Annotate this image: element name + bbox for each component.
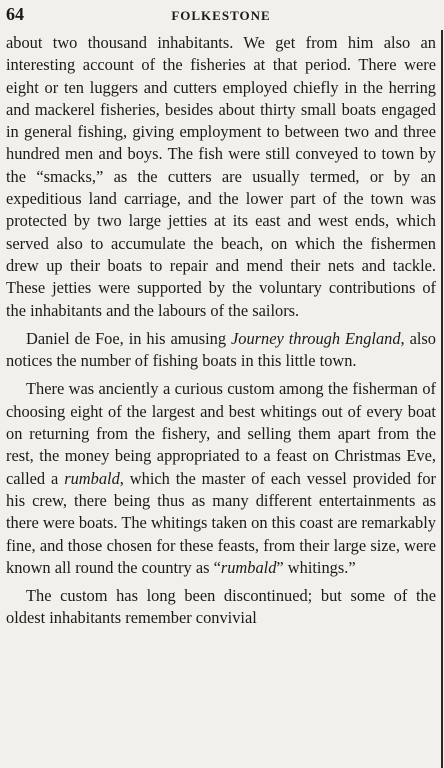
paragraph-2 xyxy=(6,328,436,373)
paragraph-3 xyxy=(6,378,436,579)
page-header xyxy=(6,4,436,32)
rumbald-italic-1: rumbald xyxy=(64,468,120,488)
body-text xyxy=(6,32,436,630)
rumbald-italic-2: rumbald xyxy=(220,557,277,577)
paragraph-1 xyxy=(6,32,436,322)
paragraph-1-run-1: about two thousand inhabitants. We get from him also an interesting account of the fisheries at that period. There were eight or ten luggers and cutters employed chiefly in the herring and mackerel fisheries, besides about thirty small boats engaged in general fishing, giving employment to between two and three hundred men and boys. The fish were still conveyed to town by the “smacks,” as the cutters are usually termed, or by an expeditious land carriage, and the lower part of the town was protected by two large jetties at its east and west ends, which served also to accumulate the beach, on which the fishermen drew up their boats to repair and mend their nets and tackle. These jetties were supported by the voluntary contributions of the inhabitants and the labours of the sailors. xyxy=(6,33,436,320)
page-edge-rule xyxy=(441,30,443,768)
running-title: FOLKESTONE xyxy=(171,8,271,23)
book-title-italic: Journey through England xyxy=(230,328,401,348)
paragraph-4-run-1: The custom has long been discontinued; but some of the oldest inhabitants remember convivial xyxy=(6,586,436,628)
paragraph-2-run-3: , also notices the number of fishing boats in this little town. xyxy=(6,328,436,371)
page-number: 64 xyxy=(6,4,24,24)
paragraph-2-run-1: Daniel de Foe, in his amusing xyxy=(26,328,231,348)
paragraph-4 xyxy=(6,585,436,630)
paragraph-3-run-1: There was anciently a curious custom among the fisherman of choosing eight of the largest and best whitings out of every boat on returning from the fishery, and selling them apart from the rest, the money being appropriated to a feast on Christmas Eve, called a xyxy=(6,379,436,488)
paragraph-3-run-3: , which the master of each vessel provided for his crew, there being thus as many different entertainments as there were boats. The whitings taken on this coast are remarkably fine, and those chosen for these feasts, from their large size, were known all round the country as “ xyxy=(6,468,436,577)
paragraph-3-run-5: ” whitings.” xyxy=(276,557,356,577)
